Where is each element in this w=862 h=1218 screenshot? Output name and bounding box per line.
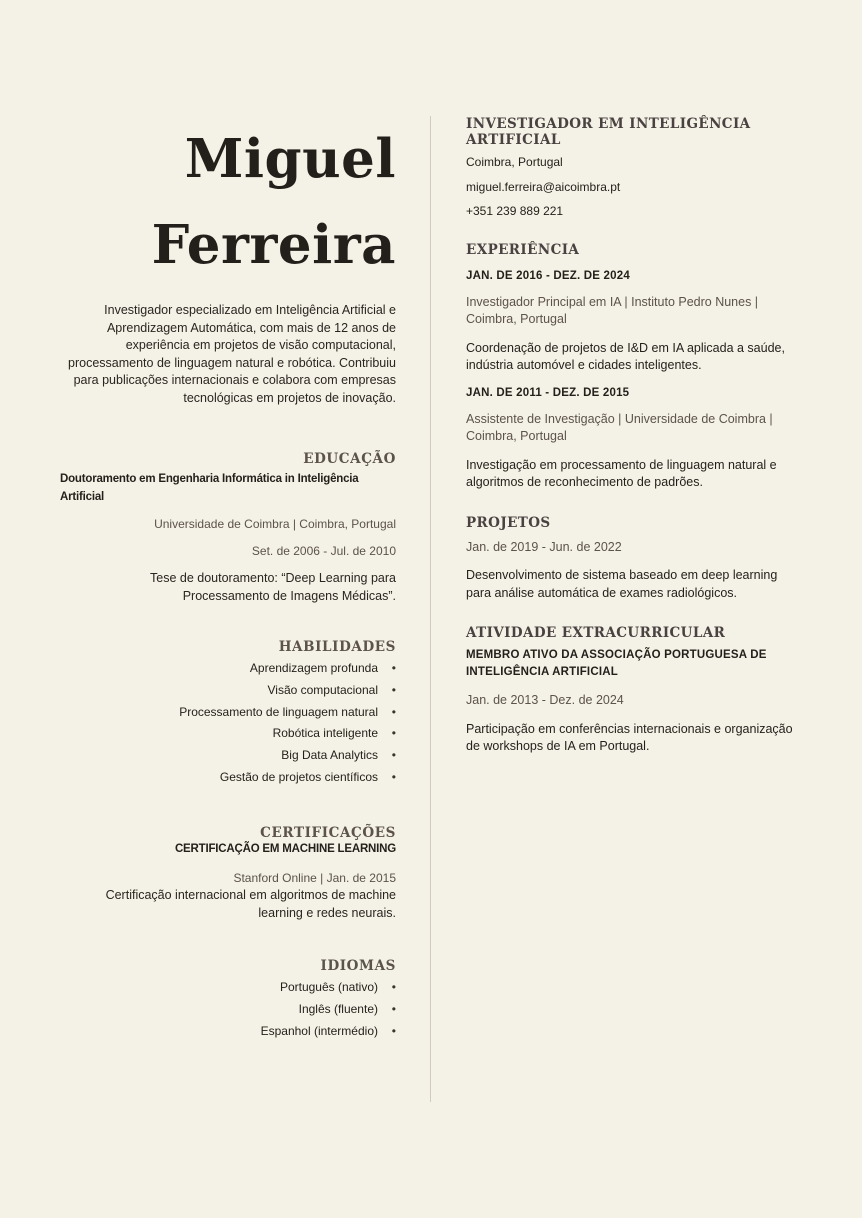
languages-list — [60, 977, 396, 1042]
skill-item: Visão computacional • — [267, 682, 396, 697]
education-institution: Universidade de Coimbra | Coimbra, Portugal — [154, 517, 396, 531]
skill-item: Gestão de projetos científicos • — [219, 769, 396, 784]
extracurricular-title: ATIVIDADE EXTRACURRICULAR — [466, 625, 726, 641]
language-item: Espanhol (intermédio) • — [260, 1023, 396, 1038]
skill-item: Big Data Analytics • — [281, 748, 396, 763]
certification-description: Certificação internacional em algoritmos de machine learning e redes neurais. — [105, 888, 396, 920]
extracurricular-name: MEMBRO ATIVO DA ASSOCIAÇÃO PORTUGUESA DE INTELIGÊNCIA ARTIFICIAL — [466, 649, 767, 678]
certifications-title: CERTIFICAÇÕES — [260, 824, 396, 841]
skill-item: Processamento de linguagem natural • — [179, 704, 396, 719]
job-dates: JAN. DE 2011 - DEZ. DE 2015 — [466, 386, 630, 399]
job-position: Assistente de Investigação | Universidade de Coimbra | Coimbra, Portugal — [466, 411, 773, 443]
education-title: EDUCAÇÃO — [303, 451, 396, 467]
skill-item: Aprendizagem profunda • — [249, 661, 396, 675]
job-description: Coordenação de projetos de I&D em IA aplicada a saúde, indústria automóvel e cidades inteligentes. — [466, 340, 785, 372]
extracurricular-dates: Jan. de 2013 - Dez. de 2024 — [466, 693, 624, 707]
skills-list — [60, 658, 396, 789]
left-column — [60, 116, 396, 1043]
profile-summary: Investigador especializado em Inteligência Artificial e Aprendizagem Automática, com mais de 12 anos de experiência em projetos de visão computacional, processamento de linguagem natural e robótica. Contribuiu para publicações internacionais e colabora com empresas tecnológicas em projetos de inovação. — [68, 303, 396, 405]
education-thesis: Tese de doutoramento: “Deep Learning para Processamento de Imagens Médicas”. — [150, 571, 396, 603]
column-divider — [430, 116, 431, 1102]
education-dates: Set. de 2006 - Jul. de 2010 — [251, 544, 396, 558]
education-degree: Doutoramento em Engenharia Informática in Inteligência Artificial — [60, 473, 359, 503]
contact-phone: +351 239 889 221 — [466, 204, 564, 218]
extracurricular-description: Participação em conferências internacionais e organização de workshops de IA em Portugal. — [466, 721, 793, 753]
job-description: Investigação em processamento de linguagem natural e algoritmos de reconhecimento de padrões. — [466, 457, 777, 489]
right-column — [466, 116, 796, 756]
languages-title: IDIOMAS — [320, 958, 396, 975]
experience-title: EXPERIÊNCIA — [466, 241, 580, 258]
project-description: Desenvolvimento de sistema baseado em deep learning para análise automática de exames radiológicos. — [466, 568, 778, 600]
contact-location: Coimbra, Portugal — [466, 155, 563, 169]
name-last: Ferreira — [151, 214, 396, 276]
language-item: Inglês (fluente) • — [298, 1002, 396, 1017]
contact-email: miguel.ferreira@aicoimbra.pt — [466, 179, 621, 194]
name-first: Miguel — [184, 128, 396, 190]
skill-item: Robótica inteligente • — [272, 726, 396, 741]
certification-name: CERTIFICAÇÃO EM MACHINE LEARNING — [174, 842, 396, 855]
skills-title: HABILIDADES — [278, 639, 396, 655]
projects-title: PROJETOS — [466, 514, 551, 531]
job-dates: JAN. DE 2016 - DEZ. DE 2024 — [466, 269, 630, 282]
job-position: Investigador Principal em IA | Instituto Pedro Nunes | Coimbra, Portugal — [466, 294, 759, 326]
project-dates: Jan. de 2019 - Jun. de 2022 — [466, 539, 622, 554]
certification-issuer: Stanford Online | Jan. de 2015 — [233, 871, 396, 886]
language-item: Português (nativo) • — [279, 980, 396, 995]
job-title-heading: INVESTIGADOR EM INTELIGÊNCIA ARTIFICIAL — [466, 116, 751, 148]
